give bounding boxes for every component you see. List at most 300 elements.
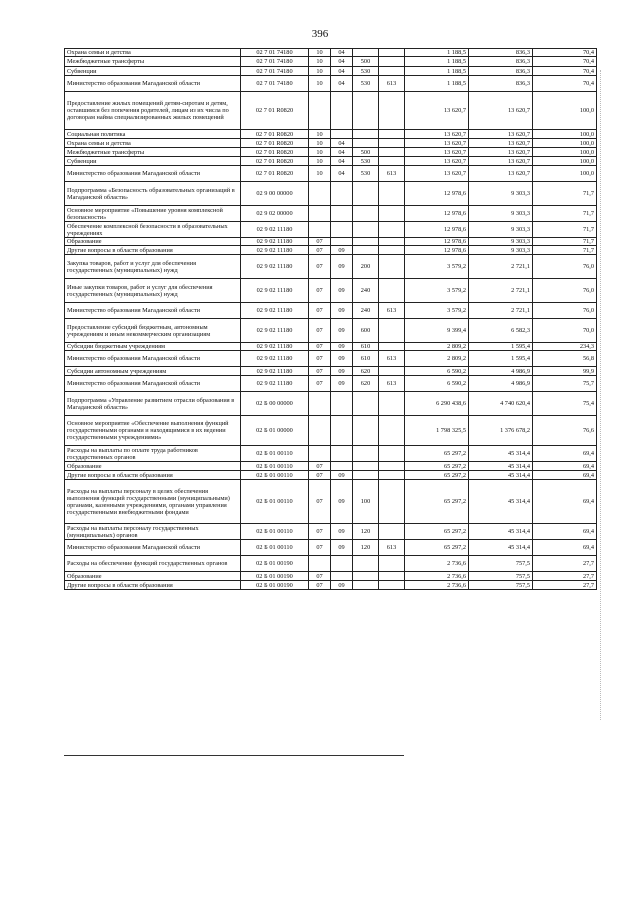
cell-name: Образование <box>65 462 241 471</box>
table-row <box>65 238 597 246</box>
cell-fact: 9 303,3 <box>469 182 533 206</box>
cell-rz <box>309 446 331 462</box>
cell-name: Другие вопросы в области образования <box>65 471 241 480</box>
cell-gr <box>379 471 405 480</box>
cell-plan: 6 290 438,6 <box>405 392 469 416</box>
table-row <box>65 76 597 92</box>
cell-vr <box>353 182 379 206</box>
cell-pr: 09 <box>331 351 353 367</box>
cell-fact: 13 620,7 <box>469 139 533 148</box>
cell-fact: 1 376 678,2 <box>469 416 533 446</box>
cell-plan: 2 736,6 <box>405 572 469 581</box>
cell-gr <box>379 343 405 351</box>
cell-name: Субсидии бюджетным учреждениям <box>65 343 241 351</box>
table-row <box>65 351 597 367</box>
scan-margin-mark <box>600 70 602 720</box>
cell-name: Расходы на выплаты персоналу в целях обеспечения выполнения функций государственными (муниципальными) органами, казенными учреждениями, органами управления государственными внебюджетными фондами <box>65 480 241 524</box>
cell-name: Расходы на выплаты персоналу государственных (муниципальных) органов <box>65 524 241 540</box>
cell-vr: 500 <box>353 57 379 67</box>
table-row <box>65 480 597 524</box>
cell-pct: 75,4 <box>533 392 597 416</box>
cell-pct: 70,4 <box>533 76 597 92</box>
cell-pr: 04 <box>331 49 353 57</box>
cell-csr: 02 9 02 11180 <box>241 343 309 351</box>
cell-pr: 09 <box>331 581 353 590</box>
cell-name: Субсидии автономным учреждениям <box>65 367 241 376</box>
table-row <box>65 255 597 279</box>
cell-plan: 65 297,2 <box>405 446 469 462</box>
cell-gr: 613 <box>379 540 405 556</box>
cell-name: Предоставление жилых помещений детям-сиротам и детям, оставшимся без попечения родителей, лицам из их числа по договорам найма специализированных жилых помещений <box>65 92 241 130</box>
cell-vr: 500 <box>353 148 379 157</box>
cell-pct: 70,0 <box>533 319 597 343</box>
cell-rz: 07 <box>309 303 331 319</box>
cell-pr <box>331 182 353 206</box>
cell-gr: 613 <box>379 76 405 92</box>
cell-csr: 02 Б 01 00110 <box>241 471 309 480</box>
cell-pct: 76,6 <box>533 416 597 446</box>
cell-rz: 07 <box>309 572 331 581</box>
cell-vr: 530 <box>353 67 379 76</box>
cell-name: Образование <box>65 238 241 246</box>
cell-fact: 45 314,4 <box>469 480 533 524</box>
cell-vr <box>353 446 379 462</box>
cell-plan: 65 297,2 <box>405 462 469 471</box>
cell-csr: 02 Б 01 00110 <box>241 540 309 556</box>
cell-pr: 04 <box>331 67 353 76</box>
cell-vr: 530 <box>353 166 379 182</box>
cell-rz: 07 <box>309 524 331 540</box>
cell-rz: 07 <box>309 279 331 303</box>
cell-pr: 09 <box>331 303 353 319</box>
cell-rz: 07 <box>309 351 331 367</box>
cell-csr: 02 Б 01 00190 <box>241 581 309 590</box>
cell-vr: 600 <box>353 319 379 343</box>
cell-pct: 71,7 <box>533 222 597 238</box>
table-row <box>65 319 597 343</box>
cell-pct: 100,0 <box>533 148 597 157</box>
cell-fact: 836,3 <box>469 49 533 57</box>
cell-csr: 02 9 02 11180 <box>241 303 309 319</box>
cell-pr: 09 <box>331 367 353 376</box>
table-row <box>65 139 597 148</box>
cell-vr: 120 <box>353 524 379 540</box>
cell-plan: 13 620,7 <box>405 92 469 130</box>
cell-csr: 02 Б 01 00000 <box>241 416 309 446</box>
cell-fact: 13 620,7 <box>469 157 533 166</box>
cell-fact: 757,5 <box>469 572 533 581</box>
cell-gr <box>379 148 405 157</box>
table-row <box>65 182 597 206</box>
cell-name: Межбюджетные трансферты <box>65 57 241 67</box>
cell-plan: 1 188,5 <box>405 67 469 76</box>
cell-rz <box>309 92 331 130</box>
table-row <box>65 416 597 446</box>
table-row <box>65 279 597 303</box>
cell-vr <box>353 416 379 446</box>
cell-name: Закупка товаров, работ и услуг для обеспечения государственных (муниципальных) нужд <box>65 255 241 279</box>
cell-plan: 65 297,2 <box>405 471 469 480</box>
cell-plan: 12 978,6 <box>405 222 469 238</box>
cell-fact: 13 620,7 <box>469 166 533 182</box>
cell-plan: 2 736,6 <box>405 556 469 572</box>
cell-csr: 02 Б 01 00110 <box>241 446 309 462</box>
cell-plan: 12 978,6 <box>405 238 469 246</box>
cell-pct: 100,0 <box>533 130 597 139</box>
cell-csr: 02 7 01 R0820 <box>241 148 309 157</box>
cell-pr: 09 <box>331 255 353 279</box>
table-row <box>65 92 597 130</box>
cell-plan: 6 590,2 <box>405 376 469 392</box>
cell-pr <box>331 130 353 139</box>
cell-pr: 04 <box>331 166 353 182</box>
cell-vr: 610 <box>353 351 379 367</box>
cell-fact: 4 740 620,4 <box>469 392 533 416</box>
cell-fact: 4 986,9 <box>469 367 533 376</box>
cell-rz: 07 <box>309 238 331 246</box>
cell-pr <box>331 392 353 416</box>
table-row <box>65 49 597 57</box>
cell-rz: 10 <box>309 166 331 182</box>
table-row <box>65 343 597 351</box>
cell-fact: 9 303,3 <box>469 222 533 238</box>
cell-gr <box>379 246 405 255</box>
cell-vr <box>353 238 379 246</box>
cell-fact: 45 314,4 <box>469 462 533 471</box>
cell-plan: 1 188,5 <box>405 49 469 57</box>
cell-pct: 100,0 <box>533 139 597 148</box>
table-row <box>65 222 597 238</box>
cell-plan: 12 978,6 <box>405 182 469 206</box>
cell-fact: 13 620,7 <box>469 148 533 157</box>
cell-pr <box>331 238 353 246</box>
cell-pct: 27,7 <box>533 556 597 572</box>
cell-vr <box>353 130 379 139</box>
cell-csr: 02 Б 01 00110 <box>241 480 309 524</box>
cell-pct: 27,7 <box>533 572 597 581</box>
cell-pr <box>331 416 353 446</box>
cell-vr <box>353 471 379 480</box>
table-row <box>65 148 597 157</box>
cell-gr <box>379 92 405 130</box>
table-row <box>65 524 597 540</box>
cell-rz: 10 <box>309 67 331 76</box>
cell-gr: 613 <box>379 376 405 392</box>
cell-vr: 200 <box>353 255 379 279</box>
cell-csr: 02 7 01 R0820 <box>241 139 309 148</box>
cell-fact: 1 595,4 <box>469 351 533 367</box>
cell-name: Расходы на обеспечение функций государственных органов <box>65 556 241 572</box>
cell-name: Другие вопросы в области образования <box>65 246 241 255</box>
cell-rz: 10 <box>309 157 331 166</box>
cell-fact: 9 303,3 <box>469 238 533 246</box>
cell-name: Министерство образования Магаданской области <box>65 76 241 92</box>
cell-csr: 02 7 01 R0820 <box>241 92 309 130</box>
cell-rz: 07 <box>309 255 331 279</box>
cell-gr <box>379 67 405 76</box>
cell-gr <box>379 222 405 238</box>
cell-plan: 1 188,5 <box>405 57 469 67</box>
cell-pct: 234,3 <box>533 343 597 351</box>
cell-name: Обеспечение комплексной безопасности в образовательных учреждениях <box>65 222 241 238</box>
cell-name: Подпрограмма «Безопасность образовательных организаций в Магаданской области» <box>65 182 241 206</box>
cell-pr: 04 <box>331 57 353 67</box>
budget-table <box>64 48 597 590</box>
cell-plan: 13 620,7 <box>405 139 469 148</box>
cell-plan: 1 188,5 <box>405 76 469 92</box>
cell-pct: 71,7 <box>533 246 597 255</box>
cell-gr <box>379 581 405 590</box>
cell-pr: 09 <box>331 319 353 343</box>
cell-vr: 530 <box>353 157 379 166</box>
cell-gr <box>379 416 405 446</box>
cell-csr: 02 9 02 11180 <box>241 255 309 279</box>
cell-vr: 610 <box>353 343 379 351</box>
cell-vr <box>353 139 379 148</box>
cell-plan: 13 620,7 <box>405 157 469 166</box>
cell-rz <box>309 182 331 206</box>
cell-gr <box>379 319 405 343</box>
cell-plan: 13 620,7 <box>405 166 469 182</box>
cell-pr <box>331 222 353 238</box>
cell-gr <box>379 57 405 67</box>
cell-csr: 02 9 02 11180 <box>241 222 309 238</box>
cell-pct: 69,4 <box>533 462 597 471</box>
table-row <box>65 556 597 572</box>
cell-rz: 07 <box>309 246 331 255</box>
cell-pr: 04 <box>331 76 353 92</box>
cell-fact: 9 303,3 <box>469 246 533 255</box>
cell-name: Охрана семьи и детства <box>65 49 241 57</box>
cell-pct: 69,4 <box>533 524 597 540</box>
cell-plan: 6 590,2 <box>405 367 469 376</box>
cell-vr: 620 <box>353 376 379 392</box>
table-row <box>65 130 597 139</box>
cell-name: Иные закупки товаров, работ и услуг для обеспечения государственных (муниципальных) нужд <box>65 279 241 303</box>
cell-fact: 836,3 <box>469 76 533 92</box>
cell-vr <box>353 462 379 471</box>
cell-csr: 02 7 01 74180 <box>241 49 309 57</box>
cell-vr: 240 <box>353 279 379 303</box>
cell-fact: 6 582,3 <box>469 319 533 343</box>
cell-csr: 02 7 01 R0820 <box>241 166 309 182</box>
cell-pr: 09 <box>331 343 353 351</box>
cell-fact: 13 620,7 <box>469 130 533 139</box>
cell-pr <box>331 556 353 572</box>
cell-gr <box>379 49 405 57</box>
cell-csr: 02 Б 00 00000 <box>241 392 309 416</box>
cell-fact: 45 314,4 <box>469 471 533 480</box>
cell-vr: 620 <box>353 367 379 376</box>
cell-gr <box>379 206 405 222</box>
cell-gr <box>379 238 405 246</box>
cell-pct: 56,8 <box>533 351 597 367</box>
cell-plan: 2 736,6 <box>405 581 469 590</box>
cell-pct: 71,7 <box>533 182 597 206</box>
cell-fact: 836,3 <box>469 57 533 67</box>
cell-csr: 02 9 02 11180 <box>241 319 309 343</box>
cell-fact: 45 314,4 <box>469 446 533 462</box>
cell-name: Субвенции <box>65 67 241 76</box>
cell-csr: 02 7 01 74180 <box>241 67 309 76</box>
cell-vr <box>353 222 379 238</box>
cell-csr: 02 Б 01 00110 <box>241 524 309 540</box>
table-row <box>65 57 597 67</box>
cell-gr <box>379 279 405 303</box>
table-row <box>65 446 597 462</box>
cell-plan: 3 579,2 <box>405 279 469 303</box>
cell-pct: 69,4 <box>533 446 597 462</box>
cell-fact: 757,5 <box>469 581 533 590</box>
cell-gr <box>379 572 405 581</box>
cell-fact: 13 620,7 <box>469 92 533 130</box>
cell-name: Министерство образования Магаданской области <box>65 351 241 367</box>
page-number: 396 <box>311 28 329 40</box>
cell-name: Субвенции <box>65 157 241 166</box>
cell-rz: 07 <box>309 581 331 590</box>
cell-gr <box>379 182 405 206</box>
cell-pct: 27,7 <box>533 581 597 590</box>
cell-pct: 76,0 <box>533 279 597 303</box>
cell-pr: 09 <box>331 246 353 255</box>
cell-name: Основное мероприятие «Повышение уровня комплексной безопасности» <box>65 206 241 222</box>
cell-gr <box>379 157 405 166</box>
cell-pct: 70,4 <box>533 49 597 57</box>
table-row <box>65 581 597 590</box>
cell-vr: 240 <box>353 303 379 319</box>
cell-fact: 9 303,3 <box>469 206 533 222</box>
cell-pct: 100,0 <box>533 92 597 130</box>
cell-pr <box>331 92 353 130</box>
cell-vr: 120 <box>353 540 379 556</box>
cell-fact: 2 721,1 <box>469 303 533 319</box>
cell-vr <box>353 92 379 130</box>
cell-plan: 65 297,2 <box>405 524 469 540</box>
cell-pr: 04 <box>331 148 353 157</box>
table-row <box>65 157 597 166</box>
cell-name: Министерство образования Магаданской области <box>65 376 241 392</box>
table-body <box>65 49 597 590</box>
cell-pr: 09 <box>331 471 353 480</box>
cell-gr: 613 <box>379 166 405 182</box>
cell-name: Основное мероприятие «Обеспечение выполнения функций государственными органами и находящимися в их ведении государственными учреждениями» <box>65 416 241 446</box>
cell-plan: 12 978,6 <box>405 206 469 222</box>
cell-pct: 69,4 <box>533 471 597 480</box>
cell-vr <box>353 556 379 572</box>
cell-rz: 10 <box>309 139 331 148</box>
table-row <box>65 540 597 556</box>
cell-name: Охрана семьи и детства <box>65 139 241 148</box>
cell-rz: 07 <box>309 540 331 556</box>
cell-rz: 07 <box>309 480 331 524</box>
cell-gr <box>379 255 405 279</box>
cell-csr: 02 9 02 11180 <box>241 238 309 246</box>
cell-name: Другие вопросы в области образования <box>65 581 241 590</box>
cell-csr: 02 7 01 R0820 <box>241 157 309 166</box>
cell-rz: 07 <box>309 319 331 343</box>
cell-fact: 757,5 <box>469 556 533 572</box>
cell-fact: 836,3 <box>469 67 533 76</box>
cell-csr: 02 9 00 00000 <box>241 182 309 206</box>
footer-rule <box>64 755 404 756</box>
cell-gr <box>379 367 405 376</box>
cell-fact: 45 314,4 <box>469 524 533 540</box>
cell-csr: 02 9 02 11180 <box>241 246 309 255</box>
table-row <box>65 367 597 376</box>
cell-csr: 02 Б 01 00190 <box>241 556 309 572</box>
cell-plan: 13 620,7 <box>405 148 469 157</box>
cell-name: Расходы на выплаты по оплате труда работников государственных органов <box>65 446 241 462</box>
cell-csr: 02 7 01 74180 <box>241 76 309 92</box>
cell-vr <box>353 246 379 255</box>
cell-pct: 76,0 <box>533 255 597 279</box>
table-row <box>65 392 597 416</box>
cell-pr <box>331 206 353 222</box>
cell-rz <box>309 416 331 446</box>
cell-pct: 76,0 <box>533 303 597 319</box>
cell-pct: 75,7 <box>533 376 597 392</box>
cell-fact: 2 721,1 <box>469 255 533 279</box>
cell-vr <box>353 49 379 57</box>
cell-rz: 10 <box>309 148 331 157</box>
cell-rz <box>309 556 331 572</box>
cell-vr <box>353 392 379 416</box>
cell-rz: 07 <box>309 367 331 376</box>
cell-rz <box>309 392 331 416</box>
cell-vr <box>353 572 379 581</box>
table-row <box>65 376 597 392</box>
cell-gr: 613 <box>379 303 405 319</box>
cell-gr <box>379 524 405 540</box>
cell-plan: 3 579,2 <box>405 303 469 319</box>
cell-pct: 69,4 <box>533 540 597 556</box>
cell-pct: 70,4 <box>533 57 597 67</box>
cell-rz: 07 <box>309 376 331 392</box>
table-row <box>65 303 597 319</box>
cell-name: Министерство образования Магаданской области <box>65 166 241 182</box>
cell-plan: 65 297,2 <box>405 540 469 556</box>
cell-rz: 10 <box>309 76 331 92</box>
cell-name: Межбюджетные трансферты <box>65 148 241 157</box>
table-row <box>65 572 597 581</box>
cell-csr: 02 Б 01 00190 <box>241 572 309 581</box>
cell-pr <box>331 572 353 581</box>
cell-gr <box>379 392 405 416</box>
cell-csr: 02 Б 01 00110 <box>241 462 309 471</box>
cell-pct: 70,4 <box>533 67 597 76</box>
table-row <box>65 471 597 480</box>
cell-csr: 02 7 01 R0820 <box>241 130 309 139</box>
cell-plan: 9 399,4 <box>405 319 469 343</box>
table-row <box>65 246 597 255</box>
cell-pr: 04 <box>331 139 353 148</box>
cell-csr: 02 9 02 11180 <box>241 376 309 392</box>
cell-fact: 4 986,9 <box>469 376 533 392</box>
cell-vr: 530 <box>353 76 379 92</box>
cell-csr: 02 9 02 11180 <box>241 351 309 367</box>
cell-pr: 09 <box>331 376 353 392</box>
cell-csr: 02 7 01 74180 <box>241 57 309 67</box>
cell-vr <box>353 206 379 222</box>
cell-plan: 1 798 325,5 <box>405 416 469 446</box>
cell-rz: 10 <box>309 57 331 67</box>
cell-name: Образование <box>65 572 241 581</box>
cell-rz: 07 <box>309 343 331 351</box>
cell-pr: 04 <box>331 157 353 166</box>
cell-gr <box>379 446 405 462</box>
cell-name: Министерство образования Магаданской области <box>65 540 241 556</box>
cell-plan: 65 297,2 <box>405 480 469 524</box>
